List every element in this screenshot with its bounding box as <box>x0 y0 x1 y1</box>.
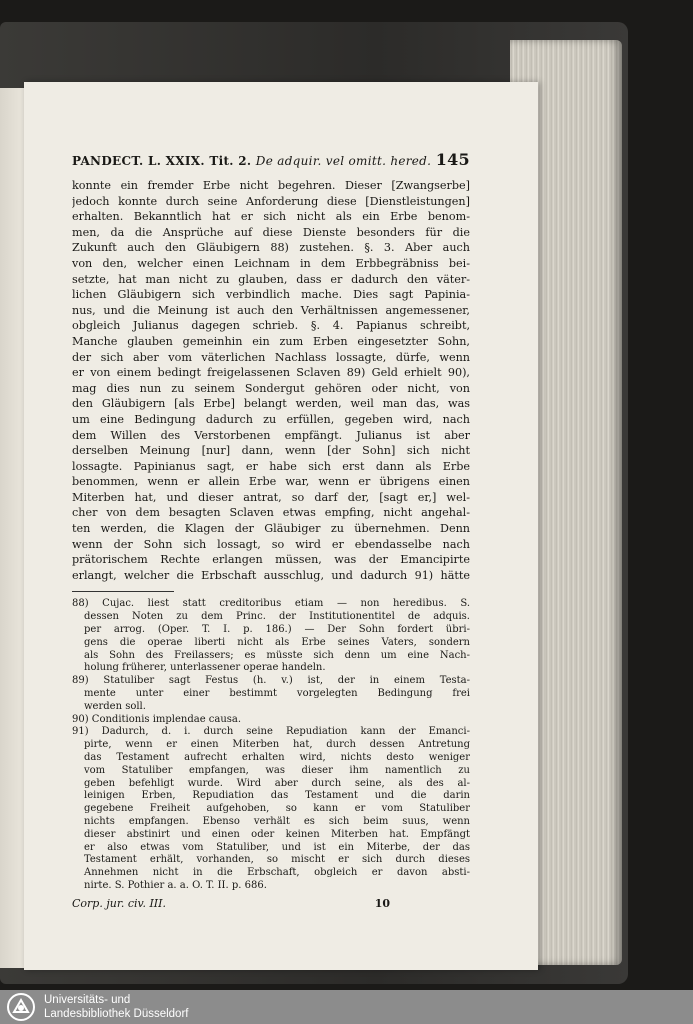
footnote-line: holung früherer, unterlassener operae handeln. <box>84 662 326 674</box>
body-line: wenn der Sohn sich lossagt, so wird er ebendasselbe nach <box>72 537 470 551</box>
body-text <box>72 178 470 583</box>
footnote-line: er also etwas vom Statuliber, und ist ein Miterbe, der das <box>84 841 470 853</box>
library-logo-icon <box>6 992 36 1022</box>
footnote-line: per arrog. (Oper. T. I. p. 186.) — Der Sohn fordert übri- <box>84 624 470 636</box>
footnotes <box>72 598 470 892</box>
footnote-line: 89) Statuliber sagt Festus (h. v.) ist, der in einem Testa- <box>72 675 470 687</box>
body-line: Miterben hat, und dieser antrat, so darf der, [sagt er,] wel- <box>72 490 470 504</box>
body-line: prätorischem Rechte erlangen müssen, was der Emancipirte <box>72 553 470 567</box>
footnote-line: dieser abstinirt und einen oder keinen Miterben hat. Empfängt <box>84 828 470 840</box>
left-page-edge <box>0 88 26 968</box>
footnote-line: 90) Conditionis implendae causa. <box>72 713 242 725</box>
footnote-line: pirte, wenn er einen Miterben hat, durch dessen Antretung <box>84 739 470 751</box>
body-line: obgleich Julianus dagegen schrieb. §. 4. Papianus schreibt, <box>72 319 470 333</box>
page-number: 145 <box>435 150 470 169</box>
page-content <box>72 150 470 910</box>
signature-number: 10 <box>374 896 390 910</box>
body-line: er von einem bedingt freigelassenen Sclaven 89) Geld erhielt 90), <box>72 366 470 380</box>
footnote-line: dessen Noten zu dem Princ. der Institutionentitel de adquis. <box>84 611 470 623</box>
footnote-line: gens die operae liberti nicht als Erbe seines Vaters, sondern <box>84 636 470 648</box>
header-left: PANDECT. L. XXIX. Tit. 2. <box>72 154 252 168</box>
body-line: benommen, wenn er allein Erbe war, wenn er übrigens einen <box>72 475 470 489</box>
footnote-line: 91) Dadurch, d. i. durch seine Repudiation kann der Emanci- <box>72 726 470 738</box>
library-name-line1: Universitäts- und <box>44 994 131 1006</box>
body-line: setzte, hat man nicht zu glauben, dass er dadurch den väter- <box>72 272 470 286</box>
body-line: cher von dem besagten Sclaven etwas empfing, nicht angehal- <box>72 506 470 520</box>
footnote-line: gegebene Freiheit aufgehoben, so kann er vom Statuliber <box>84 803 470 815</box>
footnote-line: als Sohn des Freilassers; es müsste sich denn um eine Nach- <box>84 649 470 661</box>
footnote-line: geben befehligt wurde. Wird aber durch seine, als des al- <box>84 777 470 789</box>
body-line: jedoch konnte durch seine Anforderung diese [Dienstleistungen] <box>72 194 470 208</box>
footnote-line: Testament erhält, vorhanden, so mischt er sich durch dieses <box>84 854 470 866</box>
footnote-line: werden soll. <box>84 700 146 712</box>
body-line: dem Willen des Verstorbenen empfängt. Julianus ist aber <box>72 428 470 442</box>
body-line: der sich aber vom väterlichen Nachlass lossagte, dürfe, wenn <box>72 350 470 364</box>
footnote-line: Annehmen nicht in die Erbschaft, obgleich er davon absti- <box>84 867 470 879</box>
body-line: lichen Gläubigern sich verbindlich mache. Dies sagt Papinia- <box>72 288 470 302</box>
library-name-line2: Landesbibliothek Düsseldorf <box>44 1008 189 1020</box>
body-line: Zukunft auch den Gläubigern 88) zustehen. §. 3. Aber auch <box>72 241 470 255</box>
body-line: mag dies nun zu seinem Sondergut gehören oder nicht, von <box>72 381 470 395</box>
footnote-line: das Testament aufrecht erhalten wird, nichts desto weniger <box>84 752 470 763</box>
body-line: men, da die Ansprüche auf diese Dienste besonders für die <box>72 225 470 239</box>
body-line: erhalten. Bekanntlich hat er sich nicht als ein Erbe benom- <box>72 210 470 224</box>
body-line: nus, und die Meinung ist auch den Verhältnissen angemessener, <box>72 303 470 317</box>
footnote-line: mente unter einer bestimmt vorgelegten Bedingung frei <box>84 688 470 700</box>
library-name <box>44 993 188 1021</box>
body-line: erlangt, welcher die Erbschaft ausschlug, und dadurch 91) hätte <box>72 568 470 582</box>
body-line: ten werden, die Klagen der Gläubiger zu übernehmen. Denn <box>72 522 470 536</box>
running-header <box>72 150 470 170</box>
library-footer-bar <box>0 990 693 1024</box>
footnote-line: nichts empfangen. Ebenso verhält es sich beim suus, wenn <box>84 815 470 827</box>
body-line: den Gläubigern [als Erbe] belangt werden, weil man das, was <box>72 397 470 411</box>
body-line: Manche glauben gemeinhin ein zum Erben eingesetzter Sohn, <box>72 334 470 348</box>
body-line: lossagte. Papinianus sagt, er habe sich erst dann als Erbe <box>72 459 470 473</box>
body-line: derselben Meinung [nur] dann, wenn [der Sohn] sich nicht <box>72 444 470 458</box>
footnote-line: vom Statuliber empfangen, was dieser ihm namentlich zu <box>84 764 470 776</box>
signature-mark: Corp. jur. civ. III. <box>72 896 166 910</box>
book-page <box>24 82 538 970</box>
body-line: konnte ein fremder Erbe nicht begehren. Dieser [Zwangserbe] <box>72 179 470 192</box>
body-line: um eine Bedingung dadurch zu erfüllen, gegeben wird, nach <box>72 412 470 426</box>
body-line: von den, welcher einen Leichnam in dem Erbbegräbniss bei- <box>72 256 470 270</box>
header-title: De adquir. vel omitt. hered. <box>255 154 432 168</box>
footnote-line: nirte. S. Pothier a. a. O. T. II. p. 686. <box>84 879 267 891</box>
footnote-line: 88) Cujac. liest statt creditoribus etiam — non heredibus. S. <box>72 598 470 610</box>
footnote-line: leinigen Erben, Repudiation das Testament und die darin <box>84 790 470 802</box>
signature-line <box>72 897 470 910</box>
footnote-rule <box>72 591 174 592</box>
